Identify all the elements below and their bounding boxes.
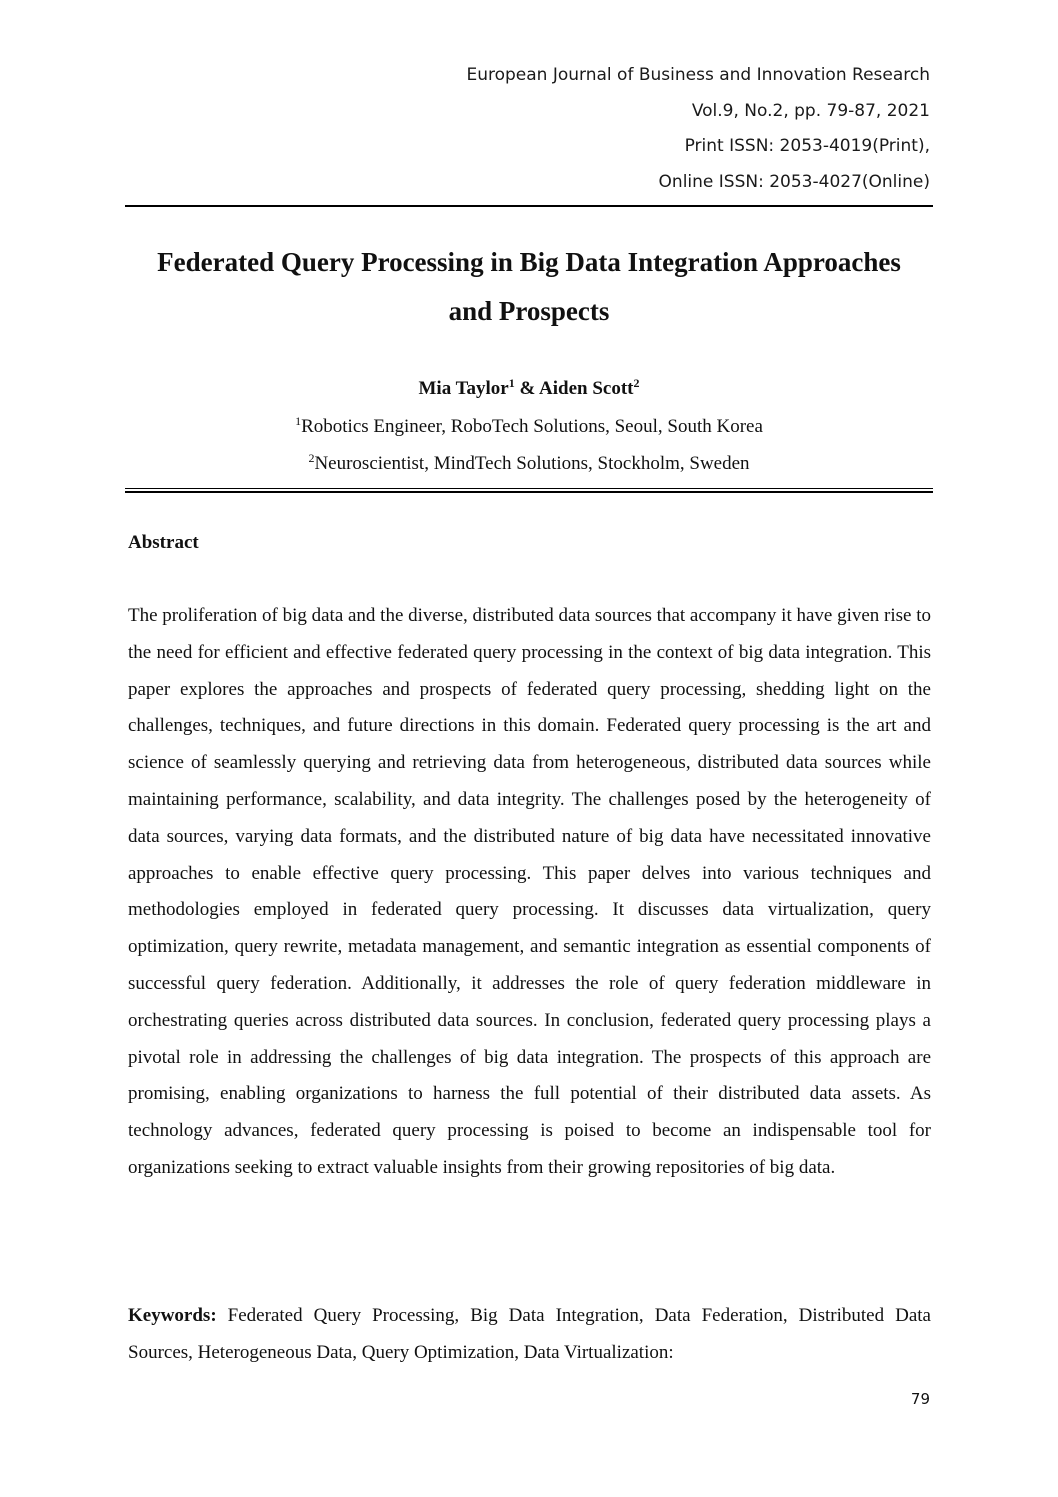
keywords-label: Keywords: bbox=[128, 1305, 217, 1326]
double-rule-thin bbox=[125, 488, 933, 489]
paper-title bbox=[125, 238, 933, 336]
author-1-affil-mark: 1 bbox=[508, 376, 515, 390]
page-number: 79 bbox=[910, 1390, 930, 1408]
author-line bbox=[125, 374, 933, 404]
author-1: Mia Taylor bbox=[418, 378, 509, 399]
journal-header bbox=[466, 58, 930, 200]
abstract-body: The proliferation of big data and the diverse, distributed data sources that accompany it have given rise to the need for efficient and effective federated query processing in the context of big data integration. This paper explores the approaches and prospects of federated query processing, shedding light on the challenges, techniques, and future directions in this domain. Federated query processing is the art and science of seamlessly querying and retrieving data from heterogeneous, distributed data sources while maintaining performance, scalability, and data integrity. The challenges posed by the heterogeneity of data sources, varying data formats, and the distributed nature of big data have necessitated innovative approaches to enable effective query processing. This paper delves into various techniques and methodologies employed in federated query processing. It discusses data virtualization, query optimization, query rewrite, metadata management, and semantic integration as essential components of successful query federation. Additionally, it addresses the role of query federation middleware in orchestrating queries across distributed data sources. In conclusion, federated query processing plays a pivotal role in addressing the challenges of big data integration. The prospects of this approach are promising, enabling organizations to harness the full potential of their distributed data assets. As technology advances, federated query processing is poised to become an indispensable tool for organizations seeking to extract valuable insights from their growing repositories of big data. bbox=[128, 605, 932, 1178]
abstract-heading: Abstract bbox=[128, 532, 199, 553]
affiliation-2-mark: 2 bbox=[308, 451, 315, 465]
author-2: Aiden Scott bbox=[539, 378, 634, 399]
double-rule-thick bbox=[125, 491, 933, 493]
keywords-list: Federated Query Processing, Big Data Integration, Data Federation, Distributed Data Sources, Heterogeneous Data, Query Optimization, Data Virtualization: bbox=[128, 1305, 931, 1363]
affiliation-1-mark: 1 bbox=[295, 414, 302, 428]
journal-volume: Vol.9, No.2, pp. 79-87, 2021 bbox=[691, 100, 930, 121]
header-rule bbox=[125, 205, 933, 207]
author-joiner: & bbox=[514, 378, 540, 399]
affiliation-1 bbox=[125, 412, 933, 442]
title-line-2: and Prospects bbox=[448, 296, 610, 326]
print-issn: Print ISSN: 2053-4019(Print), bbox=[684, 136, 930, 156]
affiliation-2 bbox=[125, 449, 933, 479]
journal-name: European Journal of Business and Innovation Research bbox=[466, 65, 930, 85]
affiliation-2-text: Neuroscientist, MindTech Solutions, Stockholm, Sweden bbox=[314, 453, 750, 474]
affiliation-1-text: Robotics Engineer, RoboTech Solutions, Seoul, South Korea bbox=[301, 416, 763, 437]
author-2-affil-mark: 2 bbox=[633, 376, 640, 390]
online-issn: Online ISSN: 2053-4027(Online) bbox=[658, 171, 930, 192]
title-line-1: Federated Query Processing in Big Data Integration Approaches bbox=[157, 247, 901, 277]
keywords bbox=[128, 1298, 931, 1372]
